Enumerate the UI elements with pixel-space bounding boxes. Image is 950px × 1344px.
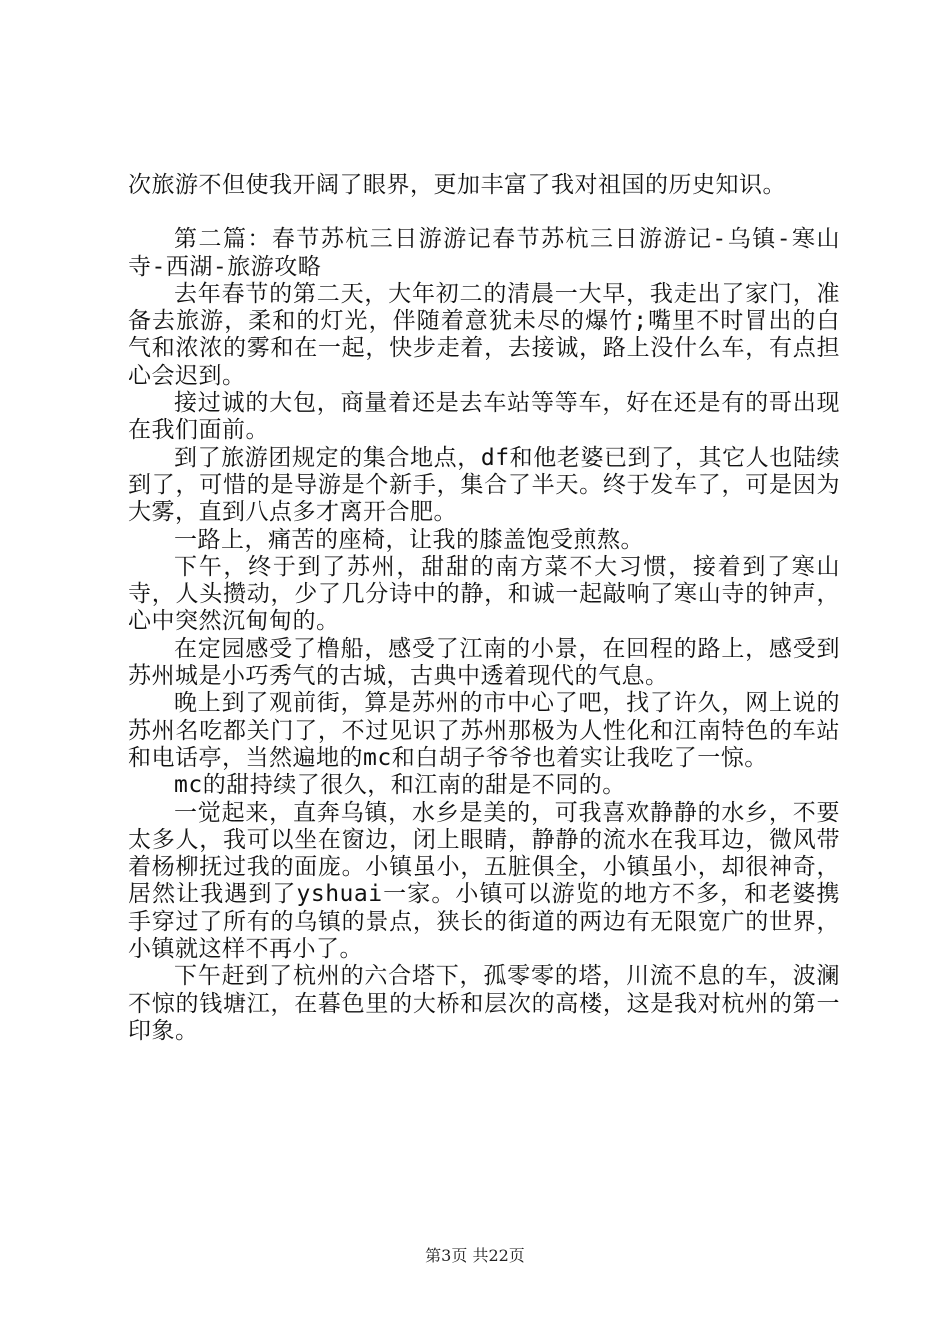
body-paragraph: 一路上，痛苦的座椅，让我的膝盖饱受煎熬。	[174, 526, 644, 553]
page-footer	[0, 1246, 950, 1266]
body-paragraph: 到了旅游团规定的集合地点，df和他老婆已到了，其它人也陆续到了，可惜的是导游是个新手，集合了半天。终于发车了，可是因为大雾，直到八点多才离开合肥。	[128, 444, 840, 526]
body-paragraph: 去年春节的第二天，大年初二的清晨一大早，我走出了家门，准备去旅游，柔和的灯光，伴随着意犹未尽的爆竹;嘴里不时冒出的白气和浓浓的雾和在一起，快步走着，去接诚，路上没什么车，有点担心会迟到。	[128, 280, 840, 389]
body-paragraph: mc的甜持续了很久，和江南的甜是不同的。	[174, 772, 626, 799]
lead-paragraph: 次旅游不但使我开阔了眼界，更加丰富了我对祖国的历史知识。	[128, 172, 786, 198]
section-heading: 第二篇：春节苏杭三日游游记春节苏杭三日游游记-乌镇-寒山寺-西湖-旅游攻略	[128, 226, 840, 280]
body-paragraph: 接过诚的大包，商量着还是去车站等等车，好在还是有的哥出现在我们面前。	[128, 390, 840, 444]
page-number: 第3页 共22页	[425, 1246, 525, 1265]
body-paragraph: 晚上到了观前街，算是苏州的市中心了吧，找了许久，网上说的苏州名吃都关门了，不过见识了苏州那极为人性化和江南特色的车站和电话亭，当然遍地的mc和白胡子爷爷也着实让我吃了一惊。	[128, 690, 840, 771]
body-paragraph: 下午，终于到了苏州，甜甜的南方菜不大习惯，接着到了寒山寺，人头攒动，少了几分诗中的静，和诚一起敲响了寒山寺的钟声，心中突然沉甸甸的。	[128, 553, 840, 635]
body-paragraph: 在定园感受了橹船，感受了江南的小景，在回程的路上，感受到苏州城是小巧秀气的古城，古典中透着现代的气息。	[128, 635, 840, 690]
document-body	[128, 172, 840, 1045]
body-paragraph: 下午赶到了杭州的六合塔下，孤零零的塔，川流不息的车，波澜不惊的钱塘江，在暮色里的大桥和层次的高楼，这是我对杭州的第一印象。	[128, 963, 840, 1044]
body-paragraph: 一觉起来，直奔乌镇，水乡是美的，可我喜欢静静的水乡，不要太多人，我可以坐在窗边，闭上眼睛，静静的流水在我耳边，微风带着杨柳抚过我的面庞。小镇虽小，五脏俱全，小镇虽小，却很神奇，居然让我遇到了yshuai一家。小镇可以游览的地方不多，和老婆携手穿过了所有的乌镇的景点，狭长的街道的两边有无限宽广的世界，小镇就这样不再小了。	[128, 799, 840, 963]
